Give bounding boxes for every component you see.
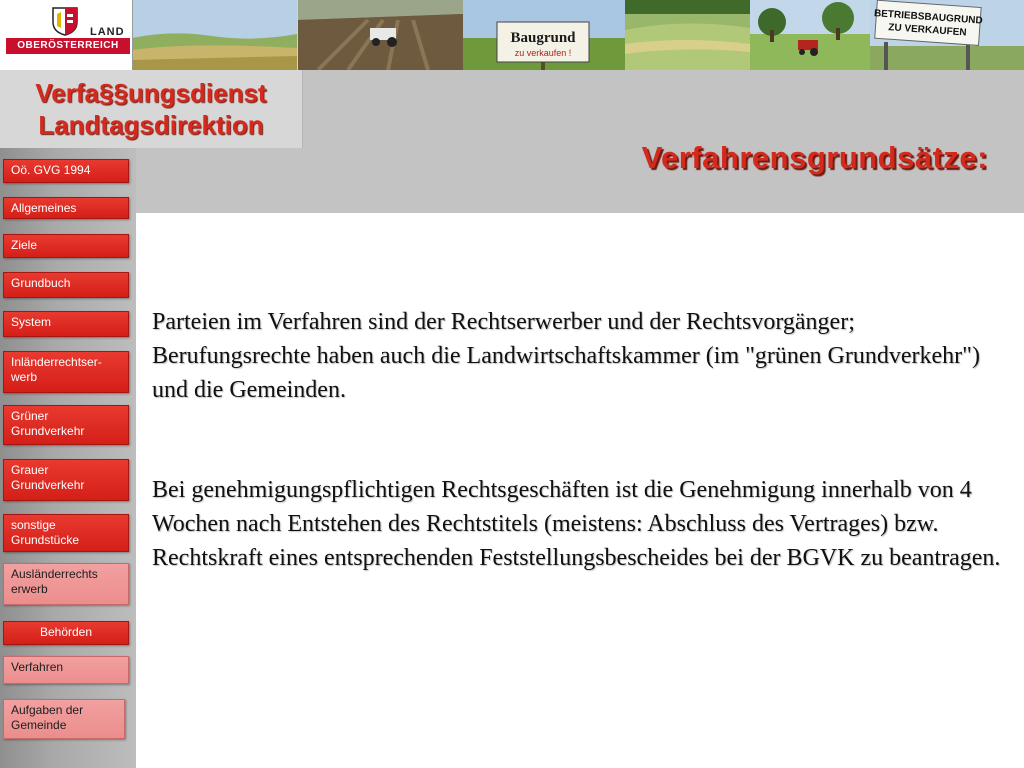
betriebsbaugrund-sign-subtext: ZU VERKAUFEN — [887, 22, 967, 39]
nav-item-goo-gvg-1994[interactable] — [3, 159, 129, 183]
nav-item-label: sonstige Grundstücke — [11, 518, 80, 547]
coat-of-arms-icon — [50, 6, 80, 36]
nav-item-aufgaben-der-gemeinde[interactable] — [3, 699, 125, 739]
nav-item-label: Aufgaben der Gemeinde — [11, 703, 84, 732]
nav-item-label: Behörden — [39, 625, 93, 639]
baugrund-sign-text: Baugrund — [510, 30, 576, 46]
brand-title-line1: Verfa§§ungsdienst — [35, 78, 267, 108]
state-logo — [0, 0, 133, 70]
nav-item-label: System — [11, 315, 52, 329]
photo-baugrund-sign — [463, 0, 625, 70]
photo-field-landscape — [132, 0, 297, 70]
nav-item-label: Oö. GVG 1994 — [11, 163, 91, 177]
page-title: Verfahrensgrundsätze: — [641, 140, 988, 175]
logo-land-text: LAND — [90, 26, 125, 38]
nav-item-verfahren[interactable] — [3, 656, 129, 684]
nav-item-label: Grauer Grundverkehr — [11, 463, 85, 492]
nav-item-auslaenderrechtserwerb[interactable] — [3, 563, 129, 605]
nav-item-sonstige-grundstuecke[interactable] — [3, 514, 129, 552]
brand-title-line2: Landtagsdirektion — [38, 110, 264, 140]
baugrund-sign-subtext: zu verkaufen ! — [514, 48, 572, 58]
nav-item-label: Grüner Grundverkehr — [11, 409, 85, 438]
nav-item-allgemeines[interactable] — [3, 197, 129, 219]
title-band-left — [136, 148, 302, 213]
nav-item-label: Ausländerrechts erwerb — [11, 567, 98, 596]
header-photo-strip — [0, 0, 1024, 70]
nav-item-label: Inländerrechtser- werb — [11, 355, 102, 384]
nav-item-behoerden[interactable] — [3, 621, 129, 645]
nav-item-system[interactable] — [3, 311, 129, 337]
photo-green-fields — [625, 0, 750, 70]
photo-tractor-field — [298, 0, 463, 70]
photo-tractor-trees — [750, 0, 870, 70]
nav-item-ziele[interactable] — [3, 234, 129, 258]
nav-item-label: Verfahren — [11, 660, 64, 674]
nav-item-gruener-grundverkehr[interactable] — [3, 405, 129, 445]
nav-item-inlaenderrechtserwerb[interactable] — [3, 351, 129, 393]
betriebsbaugrund-sign-text: BETRIEBSBAUGRUND — [873, 8, 984, 27]
content-paragraph: Parteien im Verfahren sind der Rechtserwerber und der Rechtsvorgänger; Berufungsrechte haben auch die Landwirtschaftskammer (im "grünen Grundverkehr") und die Gemeinden. — [152, 309, 980, 403]
logo-state-text: OBERÖSTERREICH — [6, 38, 130, 54]
content-paragraph: Bei genehmigungspflichtigen Rechtsgeschäften ist die Genehmigung innerhalb von 4 Wochen nach Entstehen des Rechtstitels (meistens: Abschluss des Vertrages) bzw. Rechtskraft eines entsprechenden Feststellungsbescheides bei der BGVK zu beantragen. — [152, 477, 1001, 571]
nav-item-grundbuch[interactable] — [3, 272, 129, 298]
brand-box — [0, 70, 303, 148]
nav-item-label: Ziele — [11, 238, 38, 252]
nav-item-label: Allgemeines — [11, 201, 77, 215]
main-content — [152, 305, 1002, 641]
nav-item-label: Grundbuch — [11, 276, 71, 290]
nav-item-grauer-grundverkehr[interactable] — [3, 459, 129, 501]
photo-betriebsbaugrund-sign — [870, 0, 1024, 70]
